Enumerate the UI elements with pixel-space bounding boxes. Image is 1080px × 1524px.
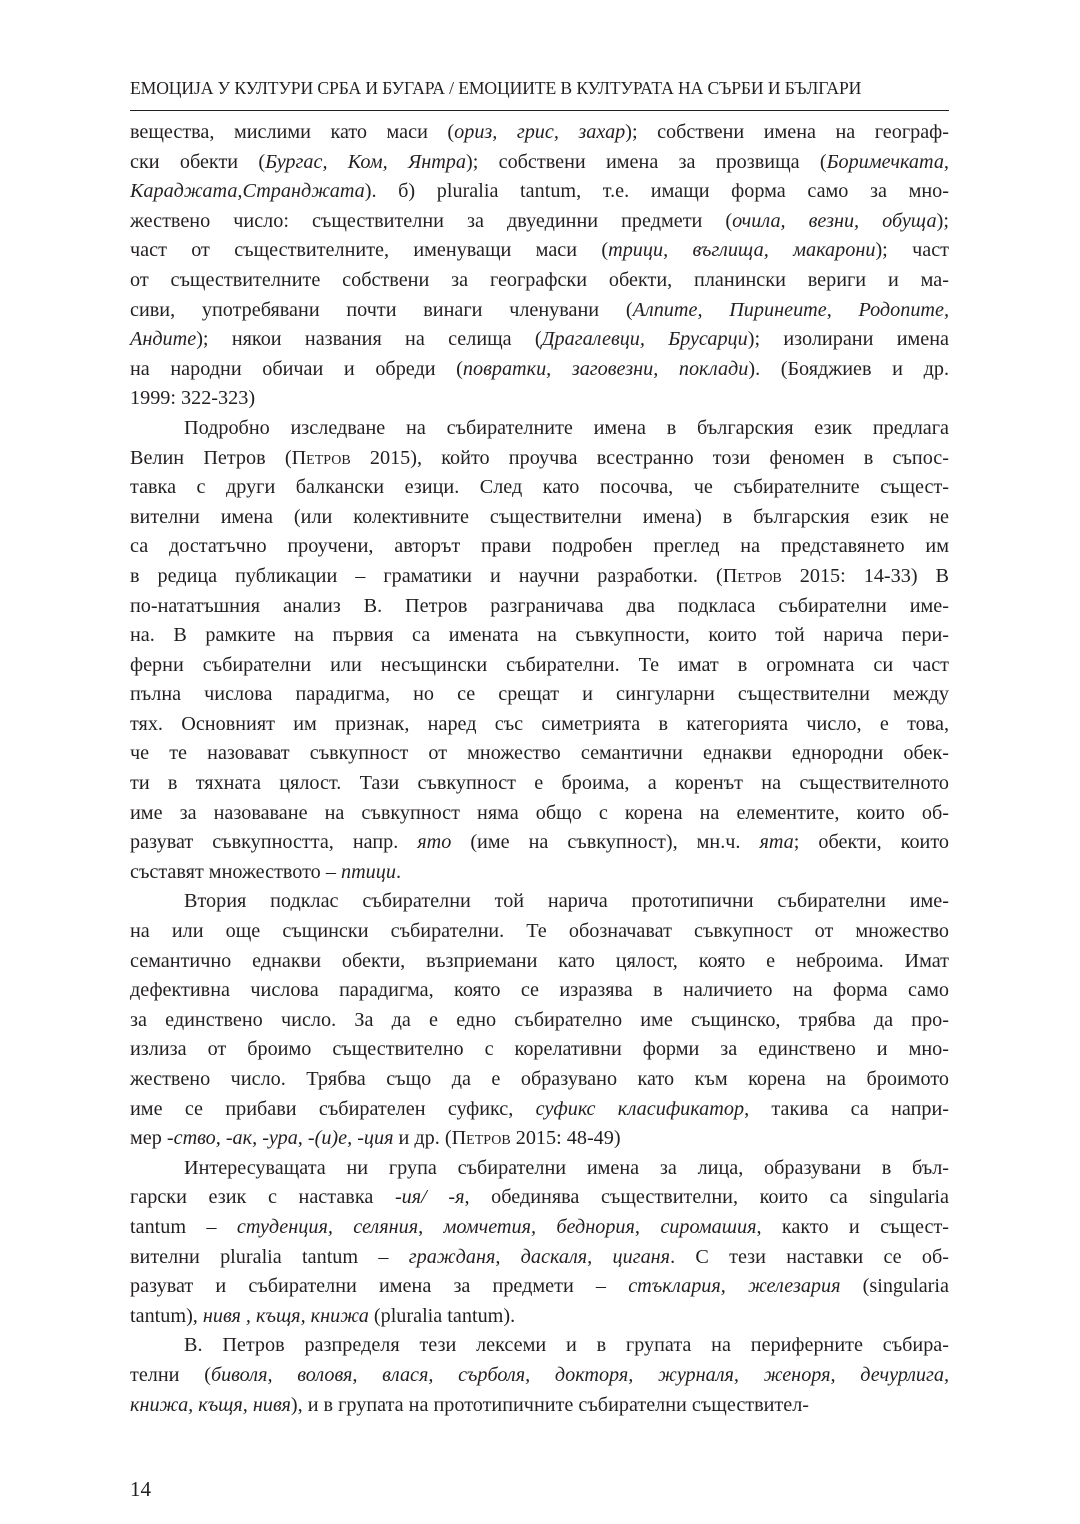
text-line: мер -ство, -ак, -ура, -(и)е, -ция и др. (Петров 2015: 48-49) — [130, 1127, 621, 1150]
text-line: Караджата,Странджата). б) pluralia tantum, т.е. имащи форма само за мно- — [130, 180, 949, 203]
text-line: разуват съвкупността, напр. ято (име на съвкупност), мн.ч. ята; обекти, които — [130, 831, 949, 854]
text-line: Подробно изследване на събирателните имена в българския език предлага — [184, 416, 949, 439]
text-line: в редица публикации – граматики и научни разработки. (Петров 2015: 14-33) В — [130, 564, 949, 587]
text-line: Велин Петров (Петров 2015), който проучва всестранно този феномен в съпос- — [130, 446, 949, 469]
text-line: име за назоваване на съвкупност няма общо с корена на елементите, които об- — [130, 801, 949, 824]
running-header: ЕМОЦИЈА У КУЛТУРИ СРБА И БУГАРА / ЕМОЦИИТЕ В КУЛТУРАТА НА СЪРБИ И БЪЛГАРИ — [130, 78, 862, 98]
page-body — [130, 118, 949, 1420]
text-line: съставят множеството – птици. — [130, 860, 401, 883]
text-line: вещества, мислими като маси (ориз, грис, захар); собствени имена на географ- — [130, 121, 949, 143]
text-line: сиви, употребявани почти винаги членувани (Алпите, Пиринеите, Родопите, — [130, 298, 949, 321]
text-line: tantum), нивя , къщя, книжа (pluralia tantum). — [130, 1304, 516, 1327]
text-line: ски обекти (Бургас, Ком, Янтра); собствени имена за прозвища (Боримечката, — [130, 150, 949, 173]
text-line: разуват и събирателни имена за предмети – стъклария, железария (singularia — [130, 1275, 949, 1298]
text-line: ти в тяхната цялост. Тази съвкупност е броима, а коренът на съществителното — [130, 772, 949, 795]
text-line: че те назовават съвкупност от множество семантични еднакви еднородни обек- — [130, 742, 949, 765]
text-line: телни (биволя, воловя, влася, сърболя, докторя, журналя, женоря, дечурлига, — [130, 1363, 950, 1386]
text-line: гарски език с наставка -ия/ -я, обединява съществителни, които са singularia — [130, 1186, 949, 1209]
text-line: ферни събирателни или несъщински събирателни. Те имат в огромната си част — [130, 653, 949, 676]
text-line: книжа, къщя, нивя), и в групата на прототипичните събирателни съществител- — [130, 1393, 810, 1416]
text-line: по-нататъшния анализ В. Петров разграничава два подкласа събирателни име- — [130, 594, 949, 617]
text-line: Андите); някои названия на селища (Драгалевци, Брусарци); изолирани имена — [130, 328, 949, 351]
text-line: излиза от броимо съществително с корелативни форми за единствено и мно- — [130, 1038, 949, 1061]
text-line: на или още същински събирателни. Те обозначават съвкупност от множество — [130, 920, 949, 943]
text-line: тавка с други балкански езици. След като посочва, че събирателните същест- — [130, 476, 949, 499]
text-line: пълна числова парадигма, но се срещат и сингуларни съществителни между — [130, 683, 949, 706]
header-rule — [130, 110, 949, 111]
text-line: Втория подклас събирателни той нарича прототипични събирателни име- — [184, 890, 949, 913]
text-line: В. Петров разпределя тези лексеми и в групата на периферните събира- — [184, 1334, 949, 1357]
text-line: семантично еднакви обекти, възприемани като цялост, която е неброима. Имат — [130, 949, 949, 972]
text-line: вителни имена (или колективните съществителни имена) в българския език не — [130, 505, 949, 528]
page-number: 14 — [130, 1477, 151, 1501]
text-line: tantum – студенция, селяния, момчетия, беднория, сиромашия, както и същест- — [130, 1215, 949, 1238]
text-line: Интересуващата ни група събирателни имена за лица, образувани в бъл- — [184, 1156, 949, 1179]
text-line: част от съществителните, именуващи маси (трици, въглища, макарони); част — [130, 239, 949, 262]
text-line: дефективна числова парадигма, която се изразява в наличието на форма само — [130, 979, 949, 1002]
text-line: на народни обичаи и обреди (повратки, заговезни, поклади). (Бояджиев и др. — [130, 357, 949, 380]
text-line: тях. Основният им признак, наред със симетрията в категорията число, е това, — [130, 712, 949, 735]
text-line: за единствено число. За да е едно събирателно име същинско, трябва да про- — [130, 1008, 949, 1031]
text-line: вителни pluralia tantum – граждaня, даскаля, циганя. С тези наставки се об- — [130, 1245, 949, 1268]
text-line: жествено число. Трябва също да е образувано като към корена на броимото — [130, 1068, 949, 1090]
text-line: жествено число: съществителни за двуединни предмети (очила, везни, обуща); — [130, 209, 949, 232]
text-line: на. В рамките на първия са имената на съвкупности, които той нарича пери- — [130, 624, 949, 647]
text-line: 1999: 322-323) — [130, 387, 256, 410]
text-line: от съществителните собствени за географски обекти, планински вериги и ма- — [130, 268, 949, 291]
text-line: име се прибави събирателен суфикс, суфикс класификатор, такива са напри- — [130, 1097, 949, 1120]
text-line: са достатъчно проучени, авторът прави подробен преглед на представянето им — [130, 535, 949, 558]
